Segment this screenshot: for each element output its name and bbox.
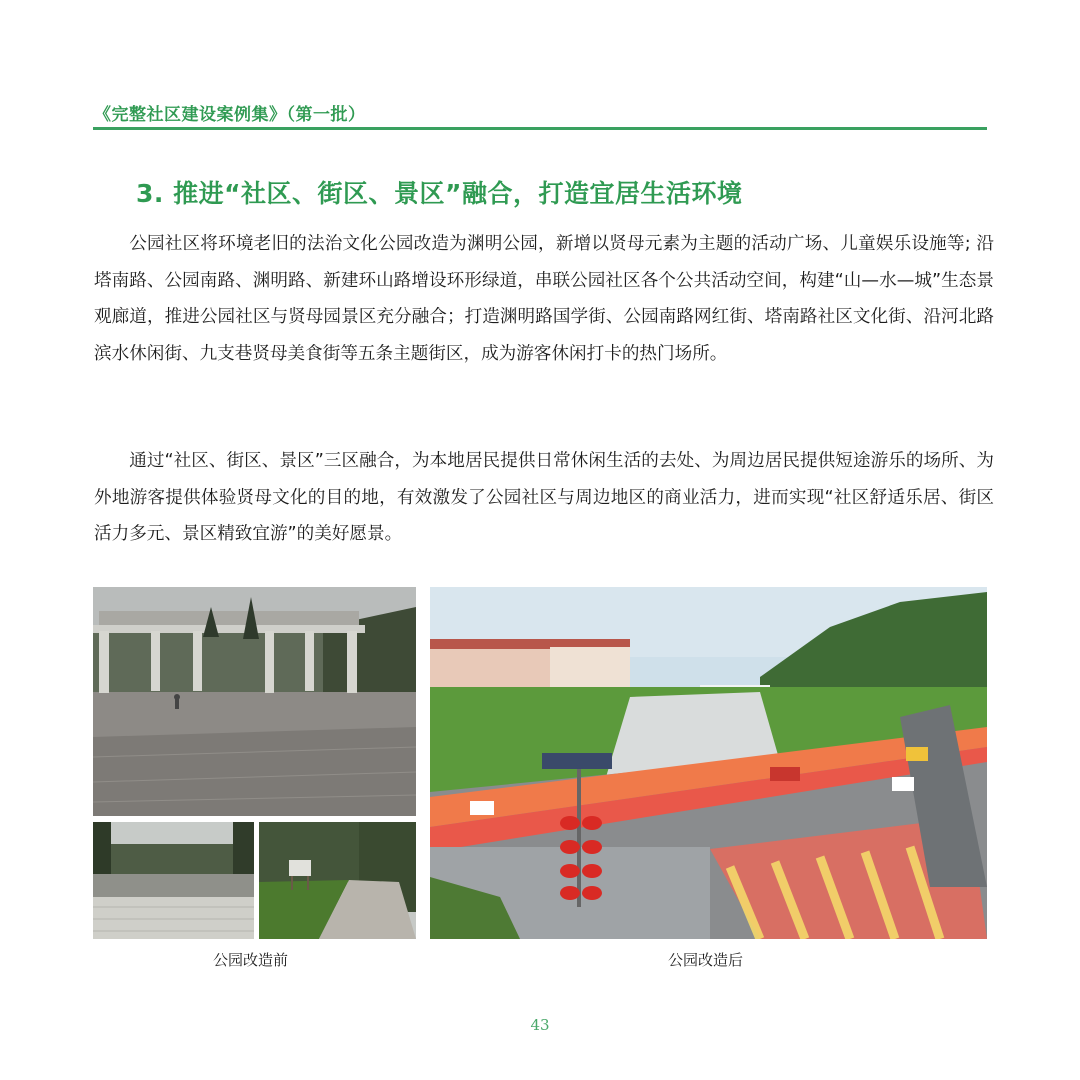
body-paragraph-2: 通过“社区、街区、景区”三区融合，为本地居民提供日常休闲生活的去处、为周边居民提供短途游乐的场所、为外地游客提供体验贤母文化的目的地，有效激发了公园社区与周边地区的商业活力，进而实现“社区舒适乐居、街区活力多元、景区精致宜游”的美好愿景。	[94, 451, 994, 544]
header-divider	[93, 127, 987, 130]
section-title: 3. 推进“社区、街区、景区”融合，打造宜居生活环境	[136, 179, 743, 208]
caption-after: 公园改造后	[668, 951, 744, 969]
body-paragraph-1: 公园社区将环境老旧的法治文化公园改造为渊明公园，新增以贤母元素为主题的活动广场、儿童娱乐设施等; 沿塔南路、公园南路、渊明路、新建环山路增设环形绿道，串联公园社区各个公共活动空间，构建“山—水—城”生态景观廊道，推进公园社区与贤母园景区充分融合；打造渊明路国学街、公园南路网红街、塔南路社区文化街、沿河北路滨水休闲街、九支巷贤母美食街等五条主题街区，成为游客休闲打卡的热门场所。	[94, 234, 994, 364]
photo-before-park-gate	[93, 587, 416, 816]
photo-after-renovated-park	[430, 587, 987, 939]
photo-before-path	[259, 822, 416, 939]
photo-before-plaza	[93, 822, 254, 939]
running-header-title: 《完整社区建设案例集》（第一批）	[94, 105, 366, 125]
page-number: 43	[530, 1016, 550, 1034]
caption-before: 公园改造前	[213, 951, 289, 969]
